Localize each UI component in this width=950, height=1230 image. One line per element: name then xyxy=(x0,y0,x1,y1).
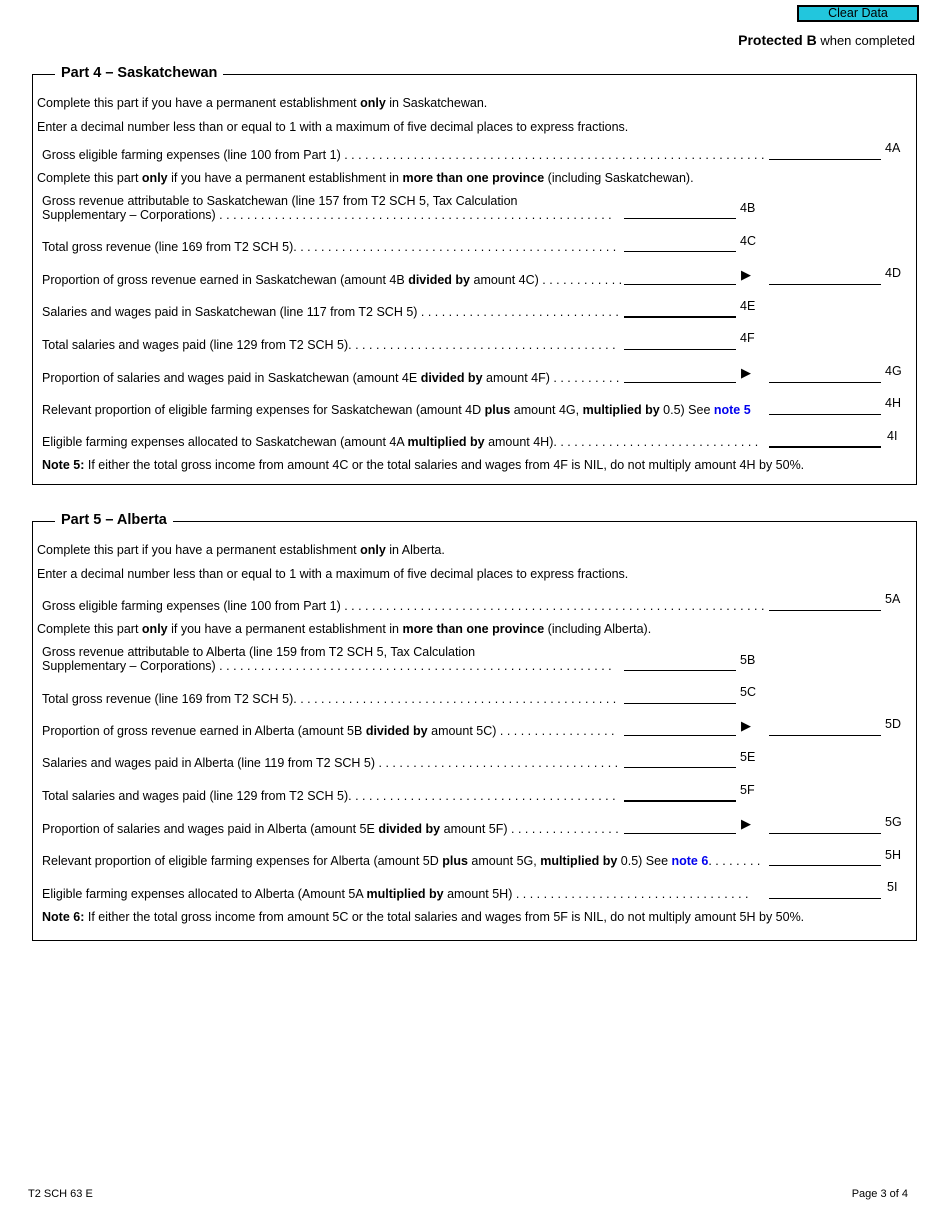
part5-line-5i-label: Eligible farming expenses allocated to Alberta (Amount 5A multiplied by amount 5H) . . . . . . . . . . . . . . . . . . . . . . . . . . . . . . . . . . xyxy=(42,887,749,901)
field-5d-calc[interactable] xyxy=(624,735,736,736)
field-5g-calc[interactable] xyxy=(624,833,736,834)
part5-line-5b-label-1: Gross revenue attributable to Alberta (line 159 from T2 SCH 5, Tax Calculation xyxy=(42,645,476,659)
part4-line-4c-label: Total gross revenue (line 169 from T2 SCH 5). . . . . . . . . . . . . . . . . . . . . . . . . . . . . . . . . . . . . . . . . . . . . . . xyxy=(42,240,617,254)
part5-line-5g-label: Proportion of salaries and wages paid in Alberta (amount 5E divided by amount 5F) . . . . . . . . . . . . . . . . xyxy=(42,822,619,836)
code-5f: 5F xyxy=(740,783,755,797)
part5-intro-decimal: Enter a decimal number less than or equal to 1 with a maximum of five decimal places to express fractions. xyxy=(37,567,629,581)
part5-line-5b-label-2: Supplementary – Corporations) . . . . . . . . . . . . . . . . . . . . . . . . . . . . . . . . . . . . . . . . . . . . . . . . . . . . . . . . . xyxy=(42,659,612,673)
part4-line-4b-label-1: Gross revenue attributable to Saskatchewan (line 157 from T2 SCH 5, Tax Calculation xyxy=(42,194,518,208)
part4-line-4h-label: Relevant proportion of eligible farming expenses for Saskatchewan (amount 4D plus amount 4G, multiplied by 0.5) See note 5 xyxy=(42,403,751,417)
code-5b: 5B xyxy=(740,653,756,667)
field-4f[interactable] xyxy=(624,349,736,350)
part4-multi-province: Complete this part only if you have a permanent establishment in more than one province (including Saskatchewan). xyxy=(37,171,694,185)
part4-intro-decimal: Enter a decimal number less than or equal to 1 with a maximum of five decimal places to express fractions. xyxy=(37,120,629,134)
part4-line-4d-label: Proportion of gross revenue earned in Saskatchewan (amount 4B divided by amount 4C) . . . . . . . . . . . . xyxy=(42,273,623,287)
part5-line-5c-label: Total gross revenue (line 169 from T2 SCH 5). . . . . . . . . . . . . . . . . . . . . . . . . . . . . . . . . . . . . . . . . . . . . . . xyxy=(42,692,617,706)
field-4a[interactable] xyxy=(769,159,881,160)
part4-line-4i-label: Eligible farming expenses allocated to Saskatchewan (amount 4A multiplied by amount 4H). . . . . . . . . . . . . . . . . . . . . . . . . . . . . . xyxy=(42,435,759,449)
code-4d: 4D xyxy=(885,266,901,280)
code-4c: 4C xyxy=(740,234,756,248)
part5-line-5h-label: Relevant proportion of eligible farming expenses for Alberta (amount 5D plus amount 5G, multiplied by 0.5) See note 6. . . . . . . . xyxy=(42,854,761,868)
field-4b[interactable] xyxy=(624,218,736,219)
part4-line-4a-label: Gross eligible farming expenses (line 100 from Part 1) . . . . . . . . . . . . . . . . . . . . . . . . . . . . . . . . . . . . . . . . . . . . . . . . . . . . . . . . . . . . . xyxy=(42,148,765,162)
field-5d[interactable] xyxy=(769,735,881,736)
field-5h[interactable] xyxy=(769,865,881,866)
field-5e[interactable] xyxy=(624,767,736,768)
part5-line-5d-label: Proportion of gross revenue earned in Alberta (amount 5B divided by amount 5C) . . . . . . . . . . . . . . . . . xyxy=(42,724,615,738)
field-5c[interactable] xyxy=(624,703,736,704)
code-5g: 5G xyxy=(885,815,902,829)
arrow-icon: ▶ xyxy=(741,718,751,733)
field-5g[interactable] xyxy=(769,833,881,834)
code-5a: 5A xyxy=(885,592,901,606)
code-4b: 4B xyxy=(740,201,756,215)
code-5i: 5I xyxy=(887,880,898,894)
code-5e: 5E xyxy=(740,750,756,764)
note5-link[interactable]: note 5 xyxy=(713,403,751,417)
part4-line-4g-label: Proportion of salaries and wages paid in Saskatchewan (amount 4E divided by amount 4F) . . . . . . . . . . xyxy=(42,371,620,385)
part5-line-5a-label: Gross eligible farming expenses (line 100 from Part 1) . . . . . . . . . . . . . . . . . . . . . . . . . . . . . . . . . . . . . . . . . . . . . . . . . . . . . . . . . . . . . xyxy=(42,599,765,613)
part4-section xyxy=(32,65,917,485)
part4-line-4b-label-2: Supplementary – Corporations) . . . . . . . . . . . . . . . . . . . . . . . . . . . . . . . . . . . . . . . . . . . . . . . . . . . . . . . . . xyxy=(42,208,612,222)
code-4e: 4E xyxy=(740,299,756,313)
part4-line-4e-label: Salaries and wages paid in Saskatchewan (line 117 from T2 SCH 5) . . . . . . . . . . . . . . . . . . . . . . . . . . . . . xyxy=(42,305,619,319)
part5-note6: Note 6: If either the total gross income from amount 5C or the total salaries and wages from 5F is NIL, do not multiply amount 5H by 50%. xyxy=(42,910,805,924)
field-4i[interactable] xyxy=(769,446,881,448)
part5-title: Part 5 – Alberta xyxy=(55,511,173,529)
arrow-icon: ▶ xyxy=(741,816,751,831)
field-4d[interactable] xyxy=(769,284,881,285)
part4-line-4f-label: Total salaries and wages paid (line 129 from T2 SCH 5). . . . . . . . . . . . . . . . . . . . . . . . . . . . . . . . . . . . . . . xyxy=(42,338,616,352)
part5-section xyxy=(32,512,917,941)
field-5i[interactable] xyxy=(769,898,881,899)
part4-intro-only: Complete this part if you have a permanent establishment only in Saskatchewan. xyxy=(37,96,488,110)
part5-multi-province: Complete this part only if you have a permanent establishment in more than one province (including Alberta). xyxy=(37,622,652,636)
field-4h[interactable] xyxy=(769,414,881,415)
page-number: Page 3 of 4 xyxy=(851,1188,908,1200)
field-4e[interactable] xyxy=(624,316,736,318)
arrow-icon: ▶ xyxy=(741,267,751,282)
clear-data-button[interactable]: Clear Data xyxy=(797,5,919,22)
part5-line-5f-label: Total salaries and wages paid (line 129 from T2 SCH 5). . . . . . . . . . . . . . . . . . . . . . . . . . . . . . . . . . . . . . . xyxy=(42,789,616,803)
code-4i: 4I xyxy=(887,429,898,443)
code-4g: 4G xyxy=(885,364,902,378)
protected-b-label: Protected B when completed xyxy=(738,32,915,48)
arrow-icon: ▶ xyxy=(741,365,751,380)
field-5b[interactable] xyxy=(624,670,736,671)
code-4f: 4F xyxy=(740,331,755,345)
part5-line-5e-label: Salaries and wages paid in Alberta (line 119 from T2 SCH 5) . . . . . . . . . . . . . . . . . . . . . . . . . . . . . . . . . . . xyxy=(42,756,619,770)
note6-link[interactable]: note 6 xyxy=(671,854,709,868)
code-5d: 5D xyxy=(885,717,901,731)
field-4g[interactable] xyxy=(769,382,881,383)
field-4d-calc[interactable] xyxy=(624,284,736,285)
code-5h: 5H xyxy=(885,848,901,862)
field-5f[interactable] xyxy=(624,800,736,802)
field-4c[interactable] xyxy=(624,251,736,252)
form-id: T2 SCH 63 E xyxy=(28,1188,93,1200)
code-5c: 5C xyxy=(740,685,756,699)
field-5a[interactable] xyxy=(769,610,881,611)
field-4g-calc[interactable] xyxy=(624,382,736,383)
code-4a: 4A xyxy=(885,141,901,155)
part4-note5: Note 5: If either the total gross income from amount 4C or the total salaries and wages from 4F is NIL, do not multiply amount 4H by 50%. xyxy=(42,458,805,472)
code-4h: 4H xyxy=(885,396,901,410)
part5-intro-only: Complete this part if you have a permanent establishment only in Alberta. xyxy=(37,543,445,557)
part4-title: Part 4 – Saskatchewan xyxy=(55,64,223,82)
